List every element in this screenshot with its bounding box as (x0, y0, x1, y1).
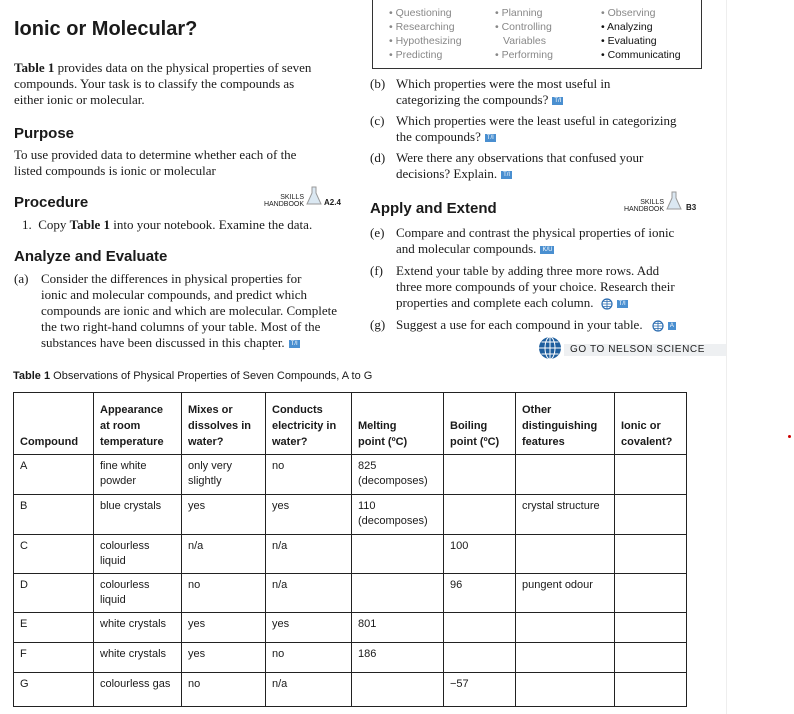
handbook-label: HANDBOOK (263, 201, 304, 208)
cell-boiling: 96 (444, 574, 516, 613)
cell-conducts: n/a (266, 574, 352, 613)
procedure-step-1 (22, 217, 312, 233)
procedure-heading: Procedure (14, 194, 89, 211)
skill-item-active: • Analyzing (601, 21, 653, 33)
cell-boiling (444, 455, 516, 495)
category-tag: T/I (618, 301, 626, 308)
flask-icon (666, 191, 682, 211)
question-line: three more compounds of your choice. Research their (396, 279, 675, 294)
skill-item: • Controlling (495, 21, 552, 33)
cell-classification (615, 574, 687, 613)
skill-item-active: • Communicating (601, 49, 681, 61)
purpose-text (14, 147, 354, 179)
intro-line-2: compounds. Your task is to classify the compounds as (14, 76, 295, 91)
globe-icon (538, 336, 562, 360)
question-line: Which properties were the least useful in categorizing (396, 113, 677, 128)
page-title: Ionic or Molecular? (14, 18, 198, 40)
table-row (14, 535, 687, 574)
intro-line-1: provides data on the physical properties of seven (54, 60, 312, 75)
cell-appearance: fine white powder (94, 455, 182, 495)
cell-boiling (444, 495, 516, 535)
category-tag: T/I (486, 135, 494, 142)
procedure-skills-ref: A2.4 (324, 198, 341, 207)
cell-mixes: no (182, 673, 266, 707)
question-label: (c) (370, 113, 385, 128)
category-tag: A (669, 323, 674, 330)
cell-other: crystal structure (516, 495, 615, 535)
table-caption-number: Table 1 (13, 370, 51, 382)
cell-melting: 110 (decomposes) (352, 495, 444, 535)
cell-boiling: −57 (444, 673, 516, 707)
header-compound: Compound (14, 393, 94, 455)
cell-melting: 186 (352, 643, 444, 673)
cell-appearance: white crystals (94, 613, 182, 643)
skill-item: • Predicting (389, 49, 443, 61)
table-row (14, 673, 687, 707)
cell-melting: 801 (352, 613, 444, 643)
question-a (14, 271, 359, 355)
skill-item: • Hypothesizing (389, 35, 462, 47)
header-boiling-point: Boiling point (ºC) (444, 393, 516, 455)
properties-table (13, 392, 687, 707)
cell-mixes: no (182, 574, 266, 613)
cell-mixes: n/a (182, 535, 266, 574)
cell-melting (352, 673, 444, 707)
apply-skills-ref: B3 (686, 203, 697, 212)
question-a-line-4: the two right-hand columns of your table. Most of the (41, 319, 321, 334)
category-tag: T/I (554, 98, 562, 105)
question-label: (f) (370, 263, 383, 278)
intro-table-ref: Table 1 (14, 60, 55, 75)
handbook-label: HANDBOOK (623, 206, 664, 213)
purpose-heading: Purpose (14, 125, 75, 142)
cell-appearance: white crystals (94, 643, 182, 673)
inquiry-skills-box (372, 0, 702, 69)
cell-other (516, 613, 615, 643)
cell-mixes: yes (182, 643, 266, 673)
intro-paragraph (14, 60, 354, 108)
cell-conducts: yes (266, 495, 352, 535)
cell-classification (615, 455, 687, 495)
cell-boiling (444, 613, 516, 643)
flask-icon (306, 186, 322, 206)
question-line: Compare and contrast the physical properties of ionic (396, 225, 675, 240)
question-a-line-5: substances have been discussed in this chapter. (41, 335, 285, 350)
cell-classification (615, 535, 687, 574)
cell-mixes: yes (182, 495, 266, 535)
cell-conducts: n/a (266, 535, 352, 574)
skill-item: • Researching (389, 21, 455, 33)
question-line: Extend your table by adding three more rows. Add (396, 263, 660, 278)
table-row (14, 495, 687, 535)
question-line: Were there any observations that confused your (396, 150, 644, 165)
cell-compound: B (14, 495, 94, 535)
cell-boiling: 100 (444, 535, 516, 574)
question-c (370, 113, 710, 147)
cell-compound: A (14, 455, 94, 495)
cell-compound: C (14, 535, 94, 574)
cell-compound: D (14, 574, 94, 613)
cell-melting: 825 (decomposes) (352, 455, 444, 495)
question-f (370, 263, 710, 313)
table-row (14, 574, 687, 613)
header-appearance: Appearance at room temperature (94, 393, 182, 455)
question-line: properties and complete each column. (396, 295, 594, 310)
purpose-line-2: listed compounds is ionic or molecular (14, 163, 216, 178)
step-table-ref: Table 1 (69, 217, 111, 232)
header-other-features: Other distinguishing features (516, 393, 615, 455)
table-row (14, 643, 687, 673)
header-ionic-covalent: Ionic or covalent? (615, 393, 687, 455)
web-globe-icon (601, 298, 613, 310)
cell-conducts: yes (266, 613, 352, 643)
skills-column-2 (495, 6, 553, 62)
cell-compound: F (14, 643, 94, 673)
cell-other (516, 643, 615, 673)
question-label: (e) (370, 225, 385, 240)
question-label: (b) (370, 76, 386, 91)
intro-line-3: either ionic or molecular. (14, 92, 145, 107)
cell-appearance: colourless liquid (94, 535, 182, 574)
table-row (14, 613, 687, 643)
cell-classification (615, 613, 687, 643)
header-melting-point: Melting point (ºC) (352, 393, 444, 455)
cell-appearance: colourless gas (94, 673, 182, 707)
nelson-link-label: GO TO NELSON SCIENCE (570, 344, 705, 355)
table-header-row (14, 393, 687, 455)
cell-compound: G (14, 673, 94, 707)
header-conducts: Conducts electricity in water? (266, 393, 352, 455)
step-text-post: into your notebook. Examine the data. (110, 217, 313, 232)
cell-conducts: no (266, 643, 352, 673)
analyze-heading: Analyze and Evaluate (14, 248, 168, 265)
apply-skills-handbook (622, 199, 664, 213)
question-e (370, 225, 710, 259)
question-label: (a) (14, 271, 29, 286)
skill-item: Variables (503, 35, 546, 47)
question-b (370, 76, 710, 110)
cell-melting (352, 574, 444, 613)
cell-classification (615, 495, 687, 535)
cell-conducts: n/a (266, 673, 352, 707)
table-caption-text: Observations of Physical Properties of Seven Compounds, A to G (50, 370, 373, 382)
skill-item: • Planning (495, 7, 543, 19)
cell-melting (352, 535, 444, 574)
question-line: decisions? Explain. (396, 166, 498, 181)
question-line: Which properties were the most useful in (396, 76, 611, 91)
step-text-pre: Copy (38, 217, 70, 232)
question-g (370, 317, 710, 335)
red-dot-mark (788, 435, 791, 438)
question-a-line-2: ionic and molecular compounds, and predict which (41, 287, 308, 302)
skills-label: SKILLS (640, 199, 664, 206)
skill-item: • Questioning (389, 7, 452, 19)
apply-heading: Apply and Extend (370, 200, 497, 217)
cell-mixes: yes (182, 613, 266, 643)
category-tag: K/U (542, 247, 553, 254)
skill-item: • Observing (601, 7, 656, 19)
header-mixes-water: Mixes or dissolves in water? (182, 393, 266, 455)
web-globe-icon (652, 320, 664, 332)
cell-boiling (444, 643, 516, 673)
category-tag: T/I (503, 172, 511, 179)
question-line: the compounds? (396, 129, 481, 144)
cell-conducts: no (266, 455, 352, 495)
table-caption (13, 370, 372, 382)
question-line: and molecular compounds. (396, 241, 537, 256)
cell-classification (615, 643, 687, 673)
go-to-nelson-science-link[interactable] (538, 338, 726, 358)
cell-mixes: only very slightly (182, 455, 266, 495)
purpose-line-1: To use provided data to determine whether each of the (14, 147, 297, 162)
cell-other (516, 673, 615, 707)
table-row (14, 455, 687, 495)
cell-other: pungent odour (516, 574, 615, 613)
question-line: categorizing the compounds? (396, 92, 549, 107)
skill-item: • Performing (495, 49, 553, 61)
cell-other (516, 535, 615, 574)
skill-item-active: • Evaluating (601, 35, 657, 47)
question-label: (d) (370, 150, 386, 165)
category-tag: T/I (290, 341, 298, 348)
cell-compound: E (14, 613, 94, 643)
cell-other (516, 455, 615, 495)
step-number: 1. (22, 217, 32, 232)
skills-column-1 (389, 6, 462, 62)
cell-appearance: blue crystals (94, 495, 182, 535)
question-a-line-3: compounds are ionic and which are molecular. Complete (41, 303, 338, 318)
cell-classification (615, 673, 687, 707)
page-edge (726, 0, 727, 714)
cell-appearance: colourless liquid (94, 574, 182, 613)
procedure-skills-handbook (262, 194, 304, 208)
skills-column-3 (601, 6, 681, 62)
skills-label: SKILLS (280, 194, 304, 201)
question-line: Suggest a use for each compound in your table. (396, 317, 643, 332)
question-label: (g) (370, 317, 386, 332)
question-a-line-1: Consider the differences in physical properties for (41, 271, 302, 286)
question-d (370, 150, 710, 184)
